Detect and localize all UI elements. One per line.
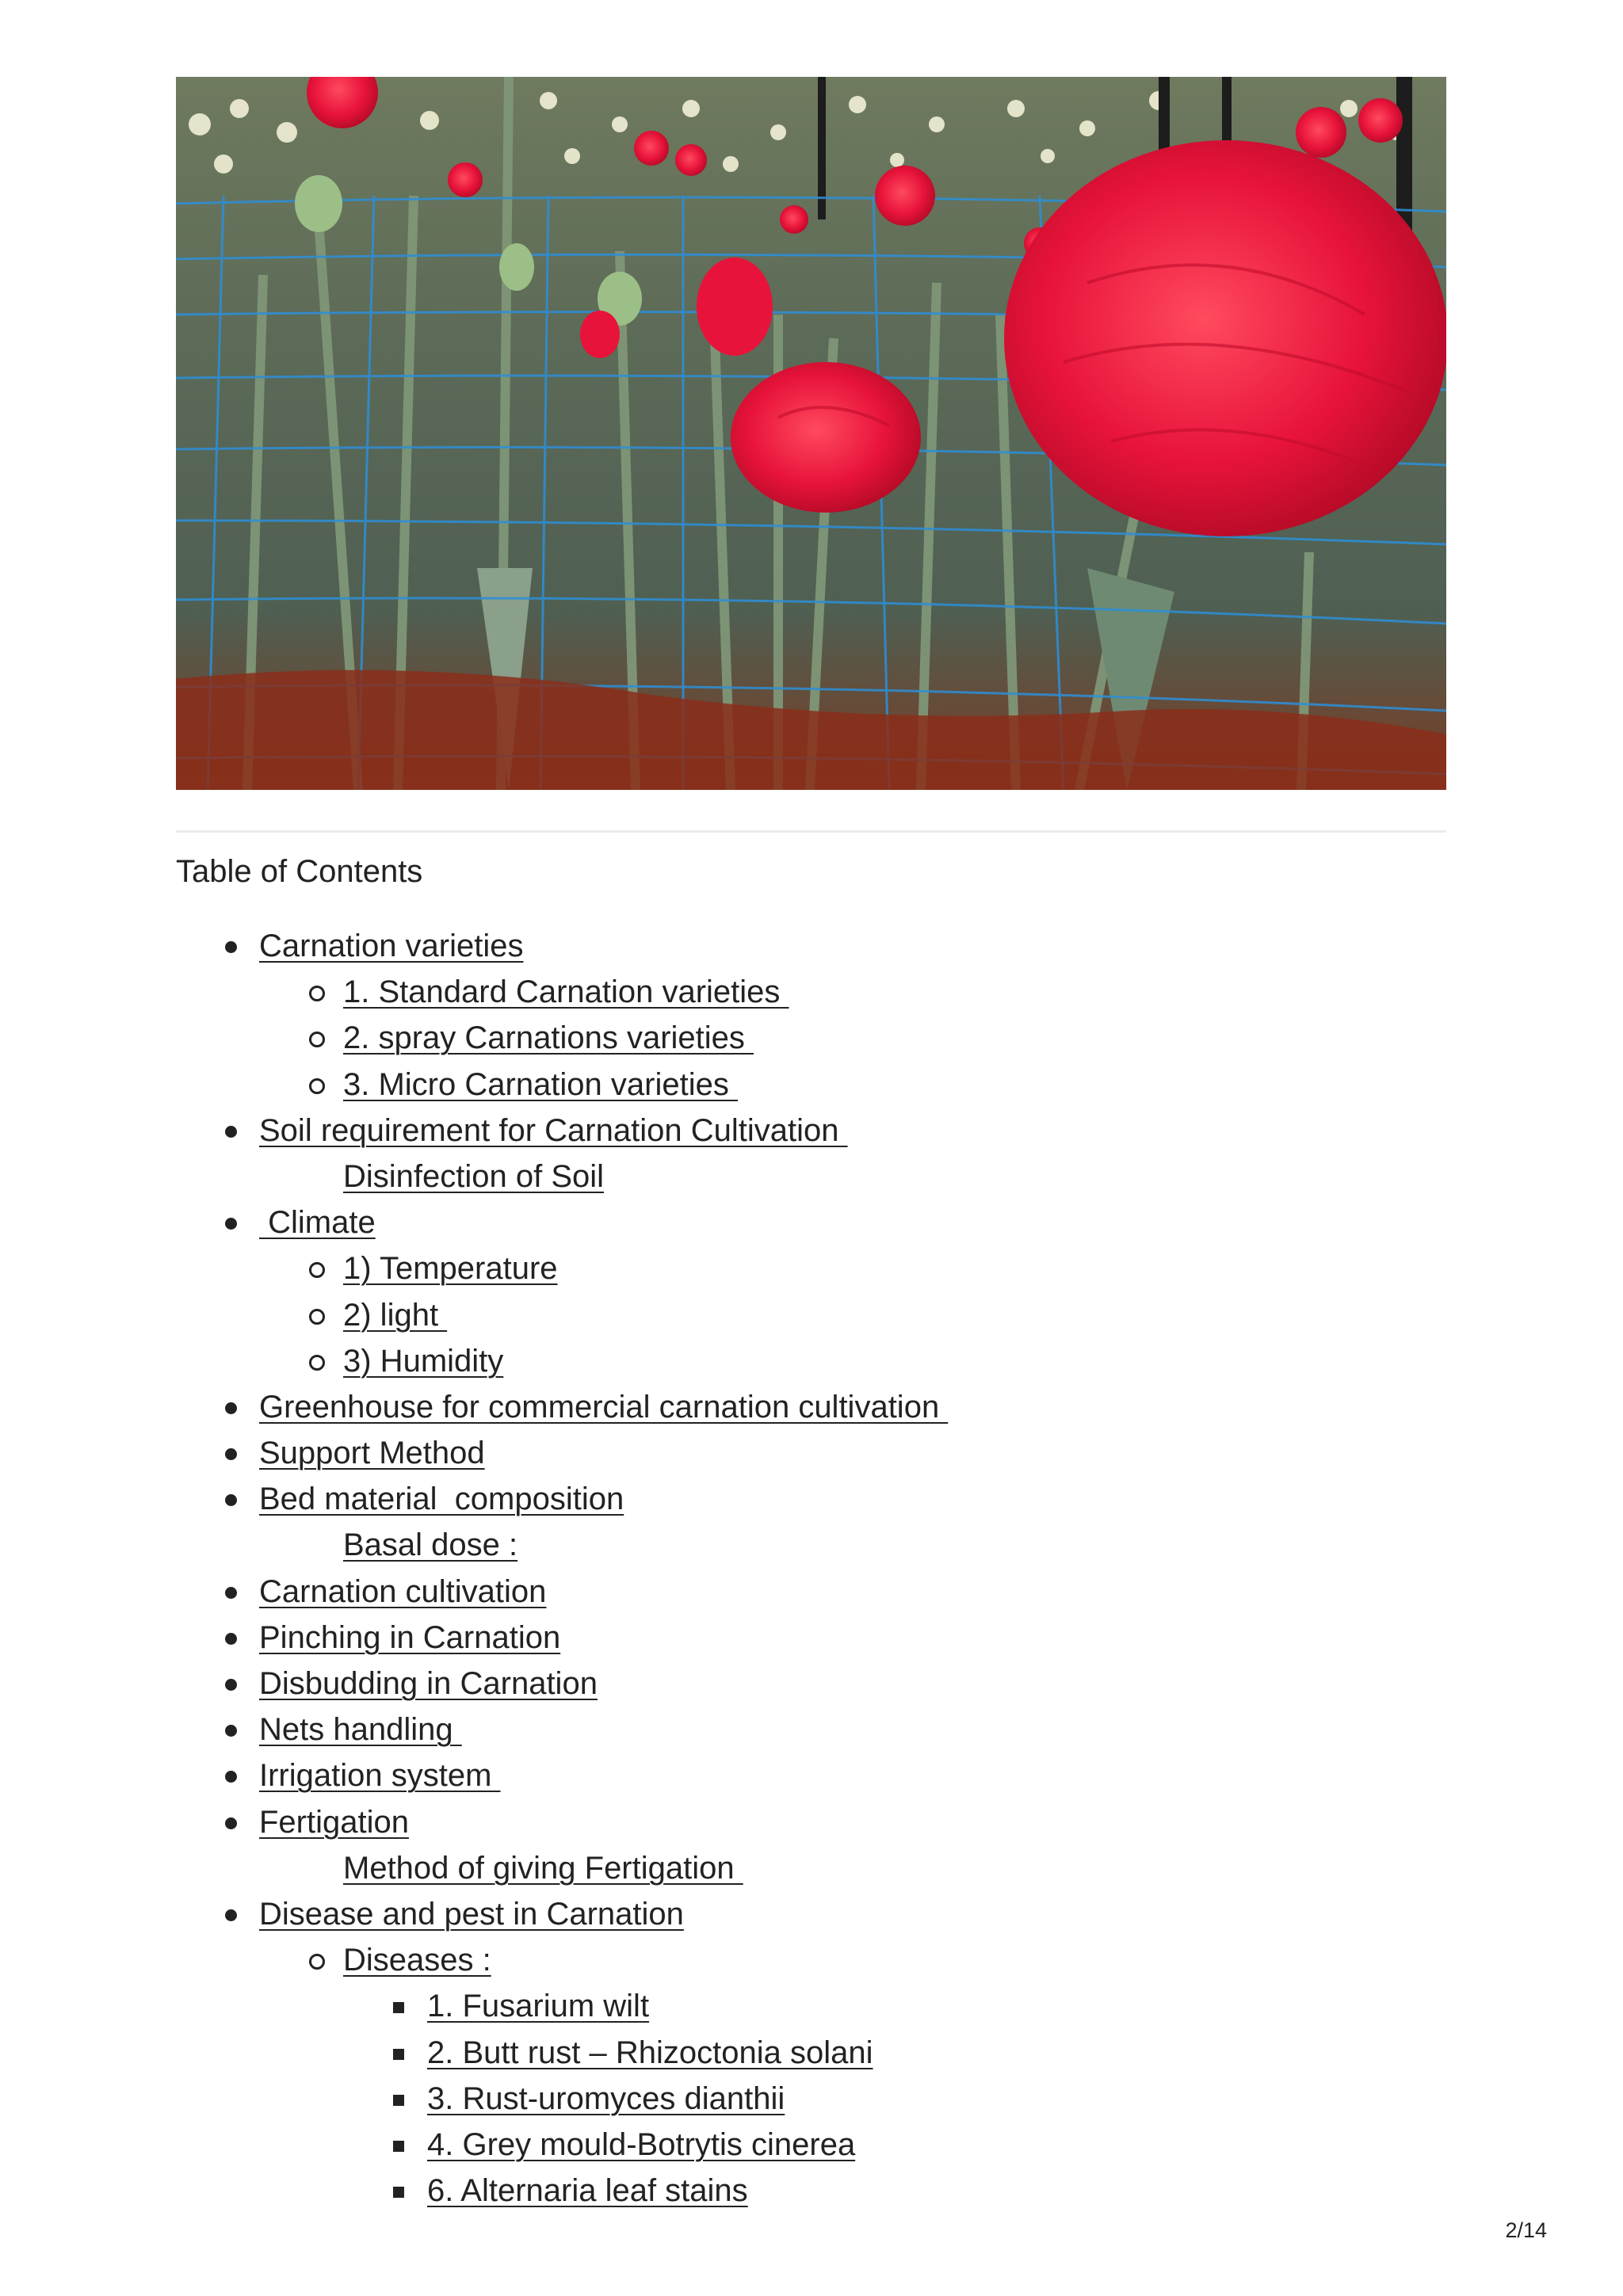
toc-link[interactable]: 3. Rust-uromyces dianthii (427, 2081, 785, 2116)
bullet-square-icon (393, 2002, 404, 2013)
toc-link[interactable]: 4. Grey mould-Botrytis cinerea (427, 2126, 856, 2162)
toc-link[interactable]: Support Method (259, 1436, 485, 1471)
toc-item (176, 1799, 1446, 1845)
bullet-disc-icon (225, 1494, 237, 1506)
toc-item (176, 1338, 1446, 1384)
bullet-square-icon (393, 2049, 404, 2060)
toc-item (176, 1199, 1446, 1245)
carnation-greenhouse-photo (176, 77, 1446, 790)
toc-link[interactable]: 3. Micro Carnation varieties (343, 1066, 738, 1102)
bullet-disc-icon (225, 1725, 237, 1737)
toc-link[interactable]: Disease and pest in Carnation (259, 1896, 684, 1932)
toc-item (176, 1292, 1446, 1338)
bullet-circle-icon (309, 1355, 325, 1371)
bullet-disc-icon (225, 1448, 237, 1460)
bullet-circle-icon (309, 1954, 325, 1970)
bullet-disc-icon (225, 941, 237, 953)
bullet-disc-icon (225, 1587, 237, 1599)
toc-link[interactable]: 3) Humidity (343, 1343, 504, 1379)
bullet-disc-icon (225, 1771, 237, 1783)
toc-link[interactable]: Method of giving Fertigation (343, 1850, 743, 1886)
toc-item (176, 1108, 1446, 1154)
toc-item (176, 1707, 1446, 1753)
bullet-disc-icon (225, 1909, 237, 1921)
toc-item (176, 2122, 1446, 2168)
toc-item (176, 1384, 1446, 1430)
toc-link[interactable]: 2) light (343, 1297, 448, 1333)
toc-item (176, 1753, 1446, 1798)
hero-image (176, 77, 1446, 790)
bullet-circle-icon (309, 1078, 325, 1094)
toc-link[interactable]: Climate (259, 1205, 376, 1241)
bullet-disc-icon (225, 1402, 237, 1414)
toc-link[interactable]: 1. Standard Carnation varieties (343, 974, 789, 1010)
bullet-circle-icon (309, 986, 325, 1001)
toc-link[interactable]: 2. spray Carnations varieties (343, 1020, 754, 1056)
toc-item (176, 923, 1446, 969)
toc-link[interactable]: Basal dose : (343, 1527, 518, 1563)
toc-link[interactable]: Soil requirement for Carnation Cultivation (259, 1112, 848, 1148)
toc-item (176, 1845, 1446, 1891)
page-number: 2/14 (1505, 2218, 1547, 2242)
toc-item (176, 1522, 1446, 1568)
toc-item (176, 969, 1446, 1015)
table-of-contents (176, 923, 1446, 2214)
bullet-square-icon (393, 2141, 404, 2152)
toc-item (176, 1983, 1446, 2029)
bullet-disc-icon (225, 1126, 237, 1138)
bullet-disc-icon (225, 1633, 237, 1645)
toc-item (176, 1062, 1446, 1108)
toc-item (176, 1661, 1446, 1707)
toc-link[interactable]: 6. Alternaria leaf stains (427, 2173, 748, 2209)
toc-link[interactable]: Diseases : (343, 1943, 491, 1978)
bullet-circle-icon (309, 1032, 325, 1047)
toc-link[interactable]: Disinfection of Soil (343, 1158, 605, 1194)
divider (176, 830, 1446, 833)
bullet-disc-icon (225, 1218, 237, 1230)
toc-item (176, 2030, 1446, 2076)
bullet-circle-icon (309, 1262, 325, 1278)
toc-link[interactable]: 2. Butt rust – Rhizoctonia solani (427, 2035, 873, 2070)
toc-link[interactable]: 1. Fusarium wilt (427, 1989, 650, 2024)
toc-item (176, 1615, 1446, 1661)
toc-item (176, 1015, 1446, 1061)
toc-item (176, 2076, 1446, 2122)
bullet-circle-icon (309, 1309, 325, 1325)
toc-link[interactable]: Fertigation (259, 1804, 409, 1840)
toc-item (176, 2168, 1446, 2214)
toc-item (176, 1476, 1446, 1522)
toc-link[interactable]: Pinching in Carnation (259, 1619, 561, 1655)
toc-item (176, 1569, 1446, 1615)
toc-link[interactable]: Disbudding in Carnation (259, 1666, 598, 1701)
toc-link[interactable]: Bed material composition (259, 1482, 624, 1517)
toc-link[interactable]: Carnation cultivation (259, 1573, 547, 1609)
bullet-disc-icon (225, 1817, 237, 1829)
toc-item (176, 1245, 1446, 1291)
toc-item (176, 1891, 1446, 1937)
bullet-disc-icon (225, 1679, 237, 1691)
toc-link[interactable]: Nets handling (259, 1712, 462, 1748)
toc-link[interactable]: Greenhouse for commercial carnation cultivation (259, 1389, 949, 1425)
bullet-square-icon (393, 2095, 404, 2106)
toc-item (176, 1154, 1446, 1199)
bullet-square-icon (393, 2187, 404, 2198)
toc-link[interactable]: 1) Temperature (343, 1251, 558, 1287)
toc-link[interactable]: Irrigation system (259, 1758, 501, 1794)
toc-link[interactable]: Carnation varieties (259, 929, 524, 963)
toc-item (176, 1937, 1446, 1983)
toc-title: Table of Contents (176, 854, 423, 889)
toc-item (176, 1430, 1446, 1476)
